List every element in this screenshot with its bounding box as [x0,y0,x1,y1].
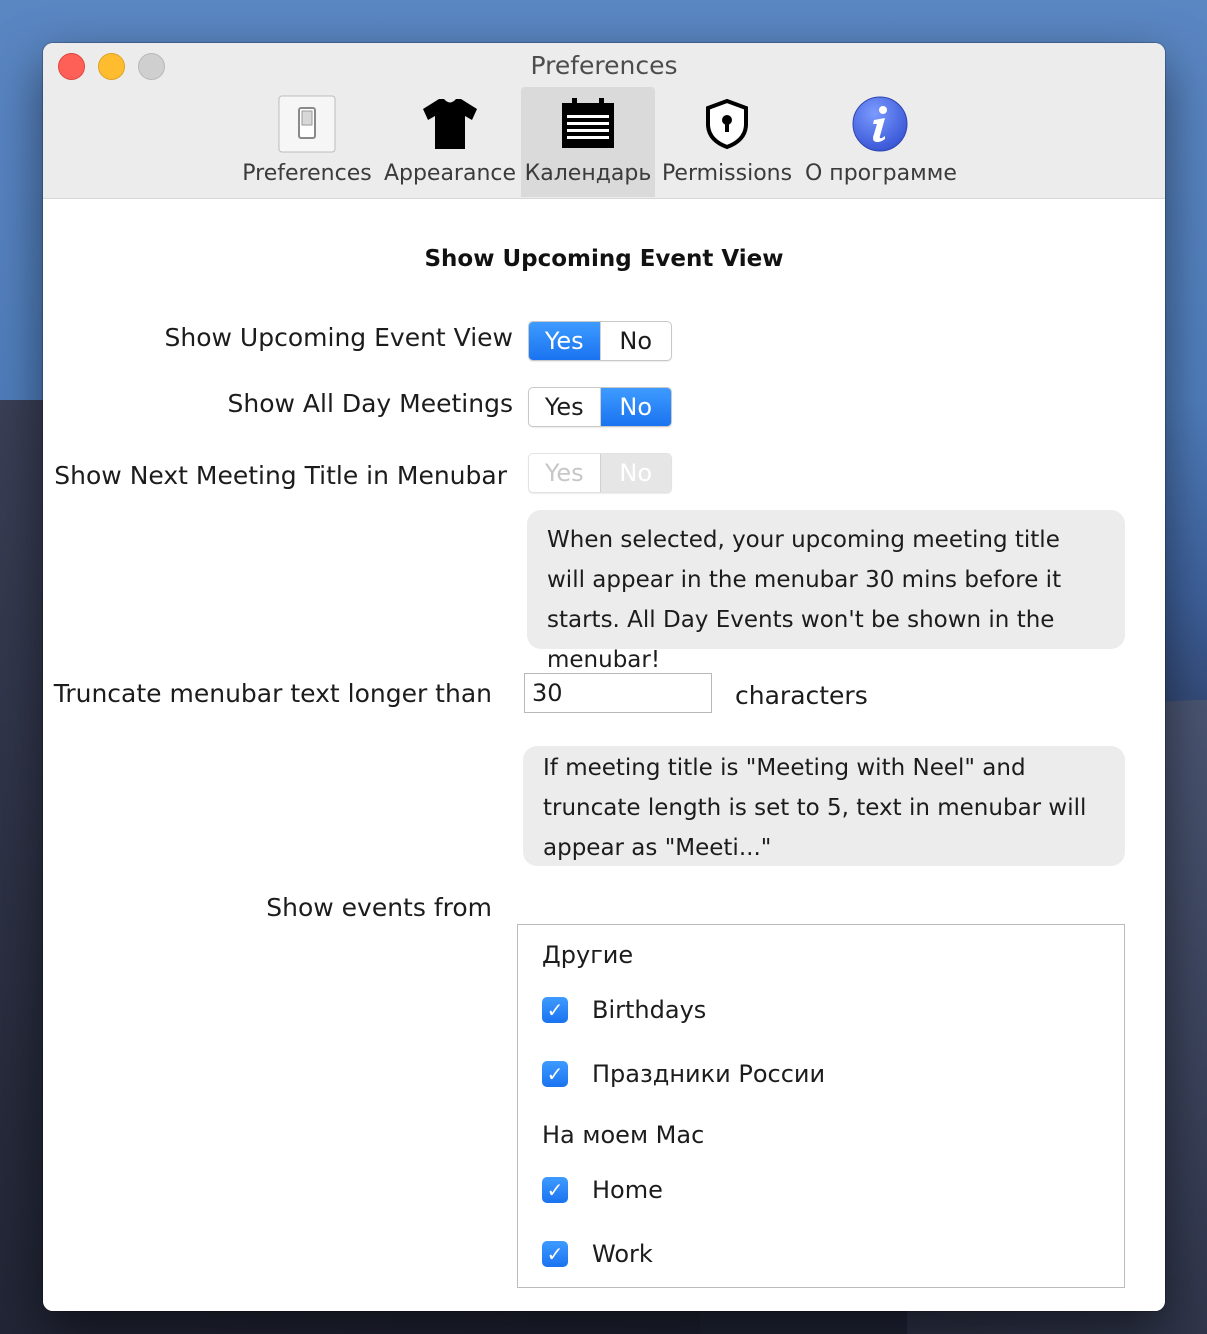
calendar-preferences-pane [43,199,1165,1311]
calendar-item-holidays[interactable] [542,1059,825,1089]
shield-lock-icon [660,95,794,153]
calendar-item-birthdays[interactable] [542,995,706,1025]
toolbar-item-permissions[interactable] [660,87,794,197]
toolbar-item-preferences[interactable] [241,87,373,197]
checkbox-checked[interactable]: ✓ [542,1177,568,1203]
truncate-length-input[interactable] [524,673,712,713]
characters-label: characters [735,681,868,710]
truncate-label: Truncate menubar text longer than [53,679,492,708]
all-day-yes-segment[interactable]: Yes [544,393,584,421]
toolbar-label: Appearance [383,161,517,186]
all-day-meetings-toggle [528,387,672,427]
checkbox-checked[interactable]: ✓ [542,997,568,1023]
toolbar-label: О программе [805,161,957,186]
calendar-name: Work [592,1240,653,1268]
upcoming-yes-segment[interactable]: Yes [529,322,600,360]
info-icon [805,95,955,153]
toolbar-label: Календарь [524,161,652,186]
toolbar-item-calendar[interactable] [521,87,655,197]
checkbox-checked[interactable]: ✓ [542,1061,568,1087]
upcoming-event-view-label: Show Upcoming Event View [164,323,513,352]
toolbar-label: Permissions [661,161,793,186]
calendar-group-on-my-mac: На моем Mac [542,1121,705,1149]
calendar-name: Home [592,1176,663,1204]
toolbar-item-appearance[interactable] [383,87,517,197]
window-title: Preferences [530,51,678,80]
preferences-window [43,43,1165,1311]
tshirt-icon [383,95,517,153]
menubar-title-yes-segment: Yes [544,459,584,487]
section-title: Show Upcoming Event View [424,246,784,272]
checkbox-checked[interactable]: ✓ [542,1241,568,1267]
all-day-no-segment[interactable]: No [600,388,672,426]
calendar-icon [521,95,655,153]
calendar-name: Праздники России [592,1060,826,1088]
menubar-title-toggle [528,453,672,493]
all-day-meetings-label: Show All Day Meetings [227,389,513,418]
calendar-item-work[interactable] [542,1239,653,1269]
calendar-list [517,924,1125,1288]
menubar-info-box: When selected, your upcoming meeting title will appear in the menubar 30 mins before it starts. All Day Events won't be shown in the menubar! [527,510,1125,649]
toolbar-item-about[interactable] [805,87,955,197]
switch-icon [241,95,373,153]
calendar-name: Birthdays [592,996,707,1024]
menubar-title-no-segment: No [600,454,672,492]
title-bar [43,43,1165,199]
truncate-info-box: If meeting title is "Meeting with Neel" and truncate length is set to 5, text in menubar will appear as "Meeti..." [523,746,1125,866]
show-events-from-label: Show events from [266,893,492,922]
upcoming-event-view-toggle [528,321,672,361]
upcoming-no-segment[interactable]: No [600,322,672,360]
menubar-title-label: Show Next Meeting Title in Menubar [54,461,507,490]
calendar-group-other: Другие [542,941,634,969]
toolbar-label: Preferences [242,161,372,186]
calendar-item-home[interactable] [542,1175,663,1205]
